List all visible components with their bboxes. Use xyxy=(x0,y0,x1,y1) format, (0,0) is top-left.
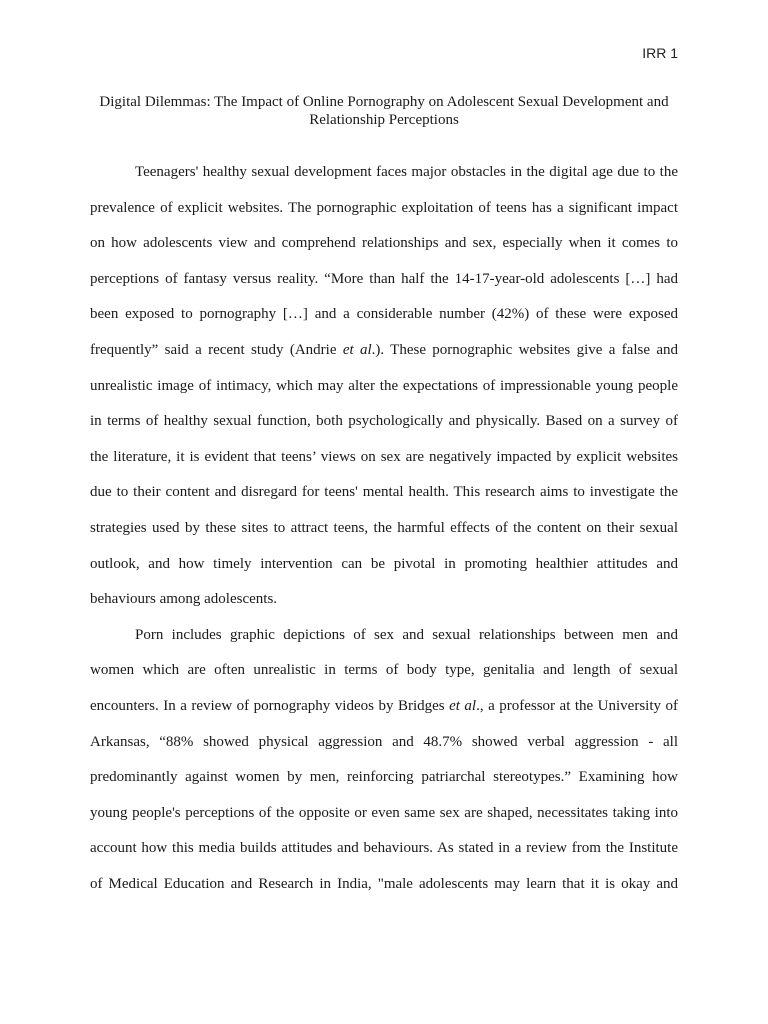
text-line: women which are often unrealistic in terms of body type, genitalia and length of sexual xyxy=(90,662,678,679)
text-line: perceptions of fantasy versus reality. “More than half the 14-17-year-old adolescents […] had xyxy=(90,270,678,287)
page-title xyxy=(90,93,678,129)
paragraph-2 xyxy=(90,618,678,903)
title-line-1: Digital Dilemmas: The Impact of Online Pornography on Adolescent Sexual Development and xyxy=(99,94,669,110)
text-line: account how this media builds attitudes and behaviours. As stated in a review from the Institute xyxy=(90,840,678,857)
text-line: been exposed to pornography […] and a considerable number (42%) of these were exposed xyxy=(90,306,678,323)
running-head: IRR 1 xyxy=(642,45,678,61)
text-line: strategies used by these sites to attract teens, the harmful effects of the content on their sexual xyxy=(90,519,678,536)
paragraph-1 xyxy=(90,155,678,618)
text-run: encounters. In a review of pornography videos by Bridges xyxy=(90,697,450,714)
text-line: in terms of healthy sexual function, both psychologically and physically. Based on a survey of xyxy=(90,413,678,430)
text-run: ., a professor at the University of xyxy=(476,697,678,714)
text-line xyxy=(90,689,678,725)
italic-run: et al xyxy=(342,341,372,358)
text-line: young people's perceptions of the opposite or even same sex are shaped, necessitates taking into xyxy=(90,804,678,821)
text-line: prevalence of explicit websites. The pornographic exploitation of teens has a significant impact xyxy=(90,199,678,216)
text-line: the literature, it is evident that teens’ views on sex are negatively impacted by explicit websites xyxy=(90,448,678,465)
text-line: behaviours among adolescents. xyxy=(90,591,278,608)
text-line: predominantly against women by men, reinforcing patriarchal stereotypes.” Examining how xyxy=(90,769,678,786)
title-line-2: Relationship Perceptions xyxy=(309,112,459,128)
italic-run: et al xyxy=(449,697,477,714)
text-line: due to their content and disregard for teens' mental health. This research aims to investigate the xyxy=(90,484,678,501)
text-line: Teenagers' healthy sexual development faces major obstacles in the digital age due to the xyxy=(135,164,678,180)
text-line: on how adolescents view and comprehend relationships and sex, especially when it comes to xyxy=(90,235,678,252)
text-line: outlook, and how timely intervention can be pivotal in promoting healthier attitudes and xyxy=(90,555,678,572)
text-line: Porn includes graphic depictions of sex and sexual relationships between men and xyxy=(135,626,678,643)
text-run: .). These pornographic websites give a false and xyxy=(371,341,678,358)
text-line: unrealistic image of intimacy, which may alter the expectations of impressionable young people xyxy=(90,377,678,394)
text-run: frequently” said a recent study (Andrie xyxy=(90,341,343,358)
text-line: of Medical Education and Research in India, "male adolescents may learn that it is okay and xyxy=(90,875,678,892)
document-body xyxy=(90,155,678,902)
text-line: Arkansas, “88% showed physical aggression and 48.7% showed verbal aggression - all xyxy=(90,733,678,750)
text-line xyxy=(90,333,678,369)
